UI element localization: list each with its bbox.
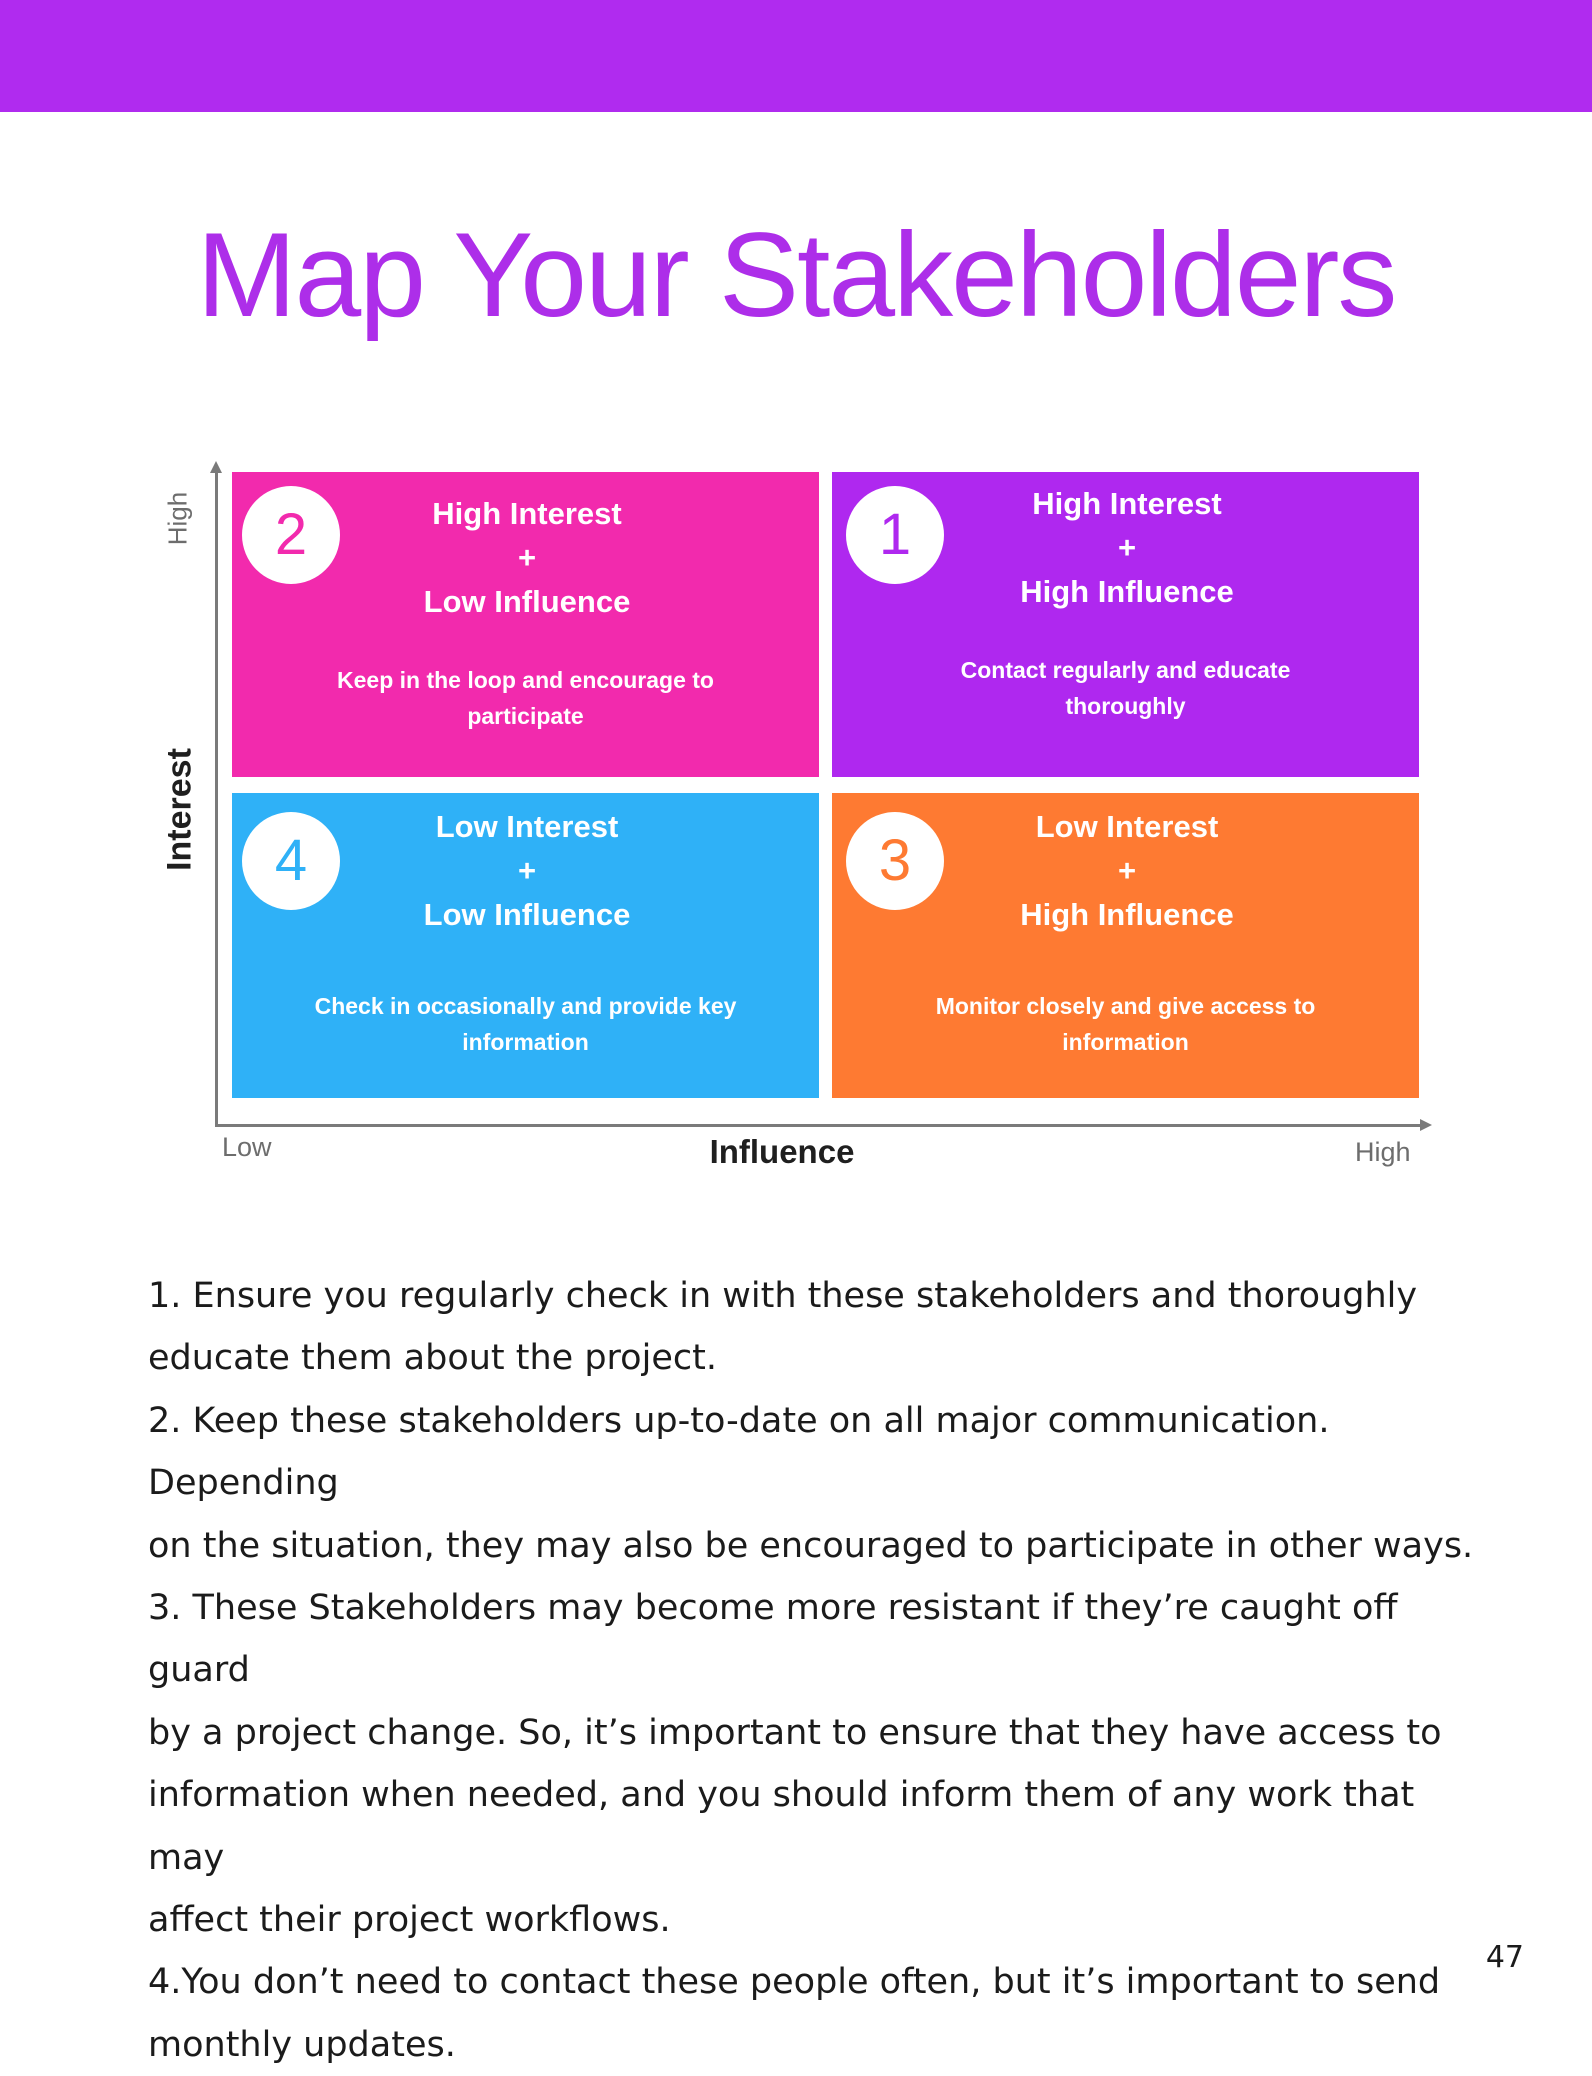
note-line: affect their project workflows. — [148, 1900, 671, 1941]
note-line: information when needed, and you should inform them of any work that may — [148, 1775, 1415, 1878]
y-axis-line — [215, 470, 218, 1127]
page-number: 47 — [1485, 1940, 1524, 1975]
quadrant-number-badge: 2 — [242, 486, 340, 584]
quadrant-description — [272, 988, 779, 1060]
stakeholder-matrix — [140, 455, 1440, 1185]
quadrant-heading — [372, 805, 682, 937]
quadrant-heading-line1: Low Interest — [435, 809, 619, 844]
x-axis-high-label: High — [1355, 1137, 1411, 1167]
quadrant-description-line2: participate — [467, 703, 584, 729]
note-item-4 — [148, 1951, 1478, 2076]
note-line: 4.You don’t need to contact these people often, but it’s important to send — [148, 1962, 1441, 2003]
y-axis-high-label: High — [162, 491, 193, 546]
quadrant-number-badge: 1 — [846, 486, 944, 584]
quadrant-heading-line2: High Influence — [1020, 574, 1234, 609]
quadrant-heading — [972, 805, 1282, 937]
notes-list — [148, 1265, 1478, 2076]
quadrant-heading-line2: Low Influence — [423, 897, 631, 932]
quadrant-high-interest-high-influence — [832, 472, 1419, 777]
x-axis-title: Influence — [709, 1133, 855, 1170]
quadrant-heading-line2: Low Influence — [423, 584, 631, 619]
quadrant-heading-plus: + — [517, 853, 537, 888]
note-line: 1. Ensure you regularly check in with these stakeholders and thoroughly — [148, 1276, 1418, 1316]
quadrant-description-line1: Check in occasionally and provide key — [314, 993, 737, 1019]
quadrant-heading-plus: + — [517, 540, 537, 575]
note-line: 3. These Stakeholders may become more resistant if they’re caught off guard — [148, 1588, 1398, 1691]
quadrant-description — [872, 988, 1379, 1060]
x-axis-arrow-icon — [1420, 1119, 1432, 1131]
quadrant-description-line2: information — [462, 1029, 589, 1055]
quadrant-number-badge: 4 — [242, 812, 340, 910]
note-line: on the situation, they may also be encouraged to participate in other ways. — [148, 1525, 1474, 1566]
quadrant-heading-line1: High Interest — [432, 496, 622, 531]
y-axis-arrow-icon — [210, 461, 222, 473]
quadrant-description-line2: thoroughly — [1065, 693, 1186, 719]
quadrant-description-line2: information — [1062, 1029, 1189, 1055]
quadrant-description-line1: Monitor closely and give access to — [935, 993, 1316, 1019]
y-axis-title: Interest — [160, 748, 199, 871]
quadrant-description-line1: Keep in the loop and encourage to — [337, 667, 714, 693]
quadrant-low-interest-high-influence — [832, 793, 1419, 1098]
note-line: educate them about the project. — [148, 1338, 717, 1379]
note-line: monthly updates. — [148, 2024, 456, 2065]
quadrant-high-interest-low-influence — [232, 472, 819, 777]
note-line: by a project change. So, it’s important to ensure that they have access to — [148, 1712, 1442, 1753]
page-title: Map Your Stakeholders — [196, 208, 1396, 342]
quadrant-description — [872, 652, 1379, 724]
note-item-1 — [148, 1265, 1478, 1390]
quadrant-heading-plus: + — [1117, 853, 1137, 888]
x-axis-low-label: Low — [222, 1132, 272, 1162]
note-item-3 — [148, 1577, 1478, 1951]
quadrant-description-line1: Contact regularly and educate — [960, 657, 1291, 683]
note-line: 2. Keep these stakeholders up-to-date on all major communication. Depending — [148, 1400, 1330, 1504]
quadrant-description — [272, 662, 779, 734]
quadrant-heading — [972, 482, 1282, 614]
x-axis-line — [215, 1124, 1422, 1127]
header-bar — [0, 0, 1592, 112]
quadrant-heading-line1: High Interest — [1032, 486, 1222, 521]
note-item-2 — [148, 1390, 1478, 1577]
quadrant-low-interest-low-influence — [232, 793, 819, 1098]
quadrant-number-badge: 3 — [846, 812, 944, 910]
quadrant-heading — [372, 492, 682, 624]
quadrant-heading-plus: + — [1117, 530, 1137, 565]
quadrant-heading-line1: Low Interest — [1035, 809, 1219, 844]
quadrant-heading-line2: High Influence — [1020, 897, 1234, 932]
